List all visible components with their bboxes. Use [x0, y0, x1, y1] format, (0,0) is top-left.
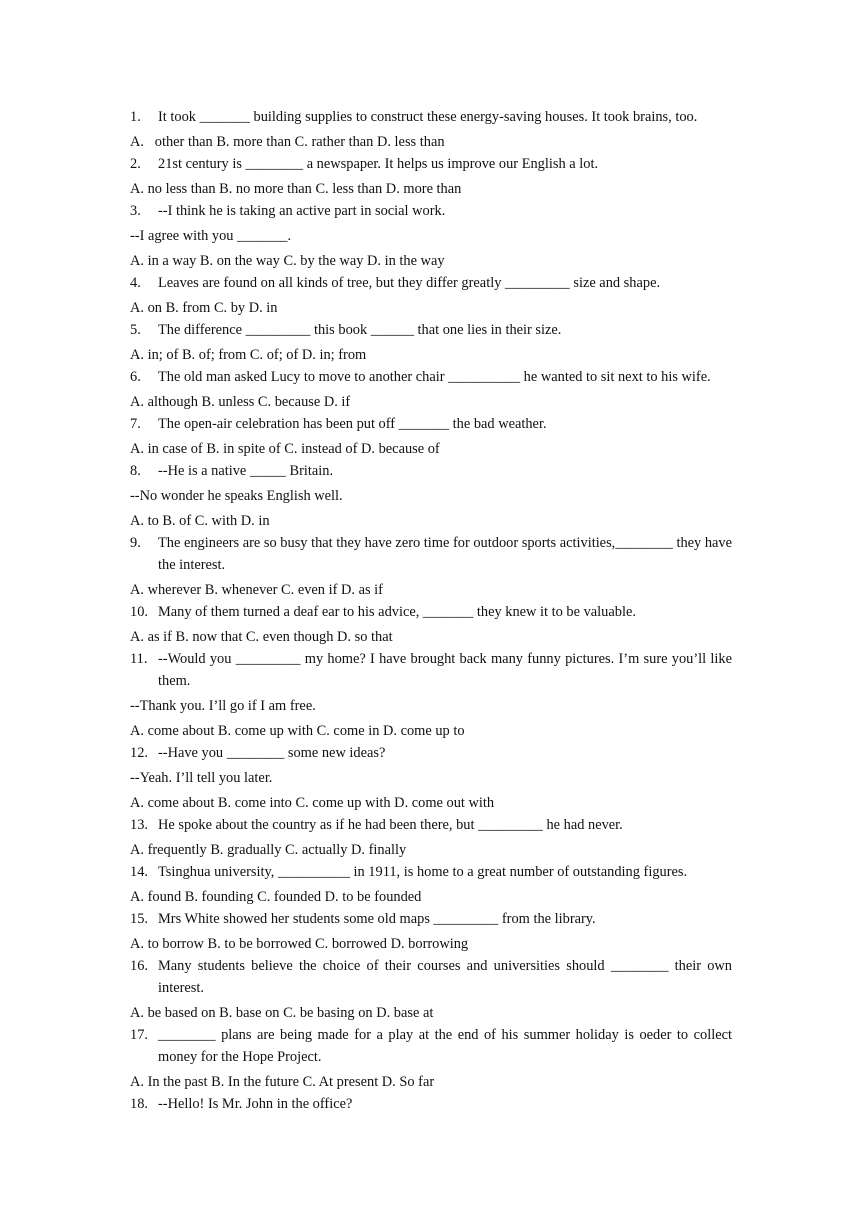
question-number: 17. [130, 1027, 148, 1043]
question-number: 7. [130, 416, 141, 432]
question-line [130, 319, 732, 341]
answer-options: A. on B. from C. by D. in [130, 300, 278, 316]
question-item [130, 601, 732, 648]
question-line [130, 460, 732, 482]
answer-options: A. to B. of C. with D. in [130, 513, 270, 529]
answer-options: A. no less than B. no more than C. less than D. more than [130, 181, 462, 197]
question-text: --Hello! Is Mr. John in the office? [158, 1096, 353, 1112]
question-text: The engineers are so busy that they have zero time for outdoor sports activities,________ they have the interest. [158, 535, 732, 573]
dialogue-line: --Thank you. I’ll go if I am free. [130, 698, 316, 714]
answer-options: A. wherever B. whenever C. even if D. as if [130, 582, 383, 598]
question-number: 12. [130, 745, 148, 761]
question-line [130, 532, 732, 576]
dialogue-line: --No wonder he speaks English well. [130, 488, 343, 504]
answer-options: A. be based on B. base on C. be basing on D. base at [130, 1005, 434, 1021]
question-text: Many students believe the choice of their courses and universities should ________ their own interest. [158, 958, 732, 996]
answer-options: A. come about B. come up with C. come in D. come up to [130, 723, 465, 739]
question-number: 15. [130, 911, 148, 927]
question-line [130, 366, 732, 388]
question-item [130, 955, 732, 1024]
answer-options: A. in case of B. in spite of C. instead of D. because of [130, 441, 440, 457]
question-line [130, 742, 732, 764]
question-item [130, 272, 732, 319]
question-text: He spoke about the country as if he had been there, but _________ he had never. [158, 817, 623, 833]
question-item [130, 153, 732, 200]
question-line [130, 1093, 732, 1115]
question-text: Tsinghua university, __________ in 1911, is home to a great number of outstanding figures. [158, 864, 688, 880]
question-number: 8. [130, 463, 141, 479]
question-line [130, 1024, 732, 1068]
question-item [130, 908, 732, 955]
question-text: Leaves are found on all kinds of tree, but they differ greatly _________ size and shape. [158, 275, 661, 291]
question-number: 5. [130, 322, 141, 338]
answer-options: A. to borrow B. to be borrowed C. borrowed D. borrowing [130, 936, 469, 952]
question-line [130, 272, 732, 294]
dialogue-line: --I agree with you _______. [130, 228, 292, 244]
question-text: --He is a native _____ Britain. [158, 463, 334, 479]
question-line [130, 861, 732, 883]
question-number: 13. [130, 817, 148, 833]
question-number: 9. [130, 535, 141, 551]
question-number: 3. [130, 203, 141, 219]
answer-options: A. although B. unless C. because D. if [130, 394, 351, 410]
answer-options: A. in; of B. of; from C. of; of D. in; from [130, 347, 367, 363]
question-text: It took _______ building supplies to construct these energy-saving houses. It took brains, too. [158, 109, 698, 125]
question-item [130, 319, 732, 366]
answer-options: A. as if B. now that C. even though D. so that [130, 629, 393, 645]
question-number: 18. [130, 1096, 148, 1112]
question-line [130, 648, 732, 692]
answer-options: A. found B. founding C. founded D. to be founded [130, 889, 422, 905]
question-text: ________ plans are being made for a play at the end of his summer holiday is oeder to collect money for the Hope Project. [158, 1027, 732, 1065]
question-text: 21st century is ________ a newspaper. It helps us improve our English a lot. [158, 156, 599, 172]
question-text: Many of them turned a deaf ear to his advice, _______ they knew it to be valuable. [158, 604, 636, 620]
question-number: 11. [130, 651, 148, 667]
question-line [130, 601, 732, 623]
question-line [130, 106, 732, 128]
answer-options: A. frequently B. gradually C. actually D. finally [130, 842, 407, 858]
answer-options: A. other than B. more than C. rather than D. less than [130, 134, 445, 150]
question-item [130, 532, 732, 601]
answer-options: A. come about B. come into C. come up with D. come out with [130, 795, 495, 811]
question-number: 16. [130, 958, 148, 974]
question-item [130, 413, 732, 460]
question-line [130, 153, 732, 175]
question-item [130, 106, 732, 153]
question-text: The difference _________ this book ______ that one lies in their size. [158, 322, 562, 338]
question-item [130, 366, 732, 413]
question-line [130, 413, 732, 435]
question-number: 6. [130, 369, 141, 385]
question-item [130, 814, 732, 861]
question-item [130, 1024, 732, 1093]
question-line [130, 908, 732, 930]
question-line [130, 814, 732, 836]
question-item [130, 861, 732, 908]
question-number: 10. [130, 604, 148, 620]
question-item [130, 648, 732, 742]
dialogue-line: --Yeah. I’ll tell you later. [130, 770, 273, 786]
question-item [130, 200, 732, 272]
question-text: The old man asked Lucy to move to another chair __________ he wanted to sit next to his wife. [158, 369, 711, 385]
question-text: --Would you _________ my home? I have brought back many funny pictures. I’m sure you’ll like them. [158, 651, 732, 689]
question-text: The open-air celebration has been put off _______ the bad weather. [158, 416, 547, 432]
answer-options: A. in a way B. on the way C. by the way D. in the way [130, 253, 445, 269]
question-text: Mrs White showed her students some old maps _________ from the library. [158, 911, 596, 927]
question-text: --Have you ________ some new ideas? [158, 745, 386, 761]
question-item [130, 460, 732, 532]
question-item [130, 742, 732, 814]
question-item [130, 1093, 732, 1115]
answer-options: A. In the past B. In the future C. At present D. So far [130, 1074, 435, 1090]
question-text: --I think he is taking an active part in social work. [158, 203, 446, 219]
question-number: 1. [130, 109, 141, 125]
question-number: 4. [130, 275, 141, 291]
question-line [130, 200, 732, 222]
document-page [130, 106, 732, 1115]
question-number: 2. [130, 156, 141, 172]
question-number: 14. [130, 864, 148, 880]
question-line [130, 955, 732, 999]
